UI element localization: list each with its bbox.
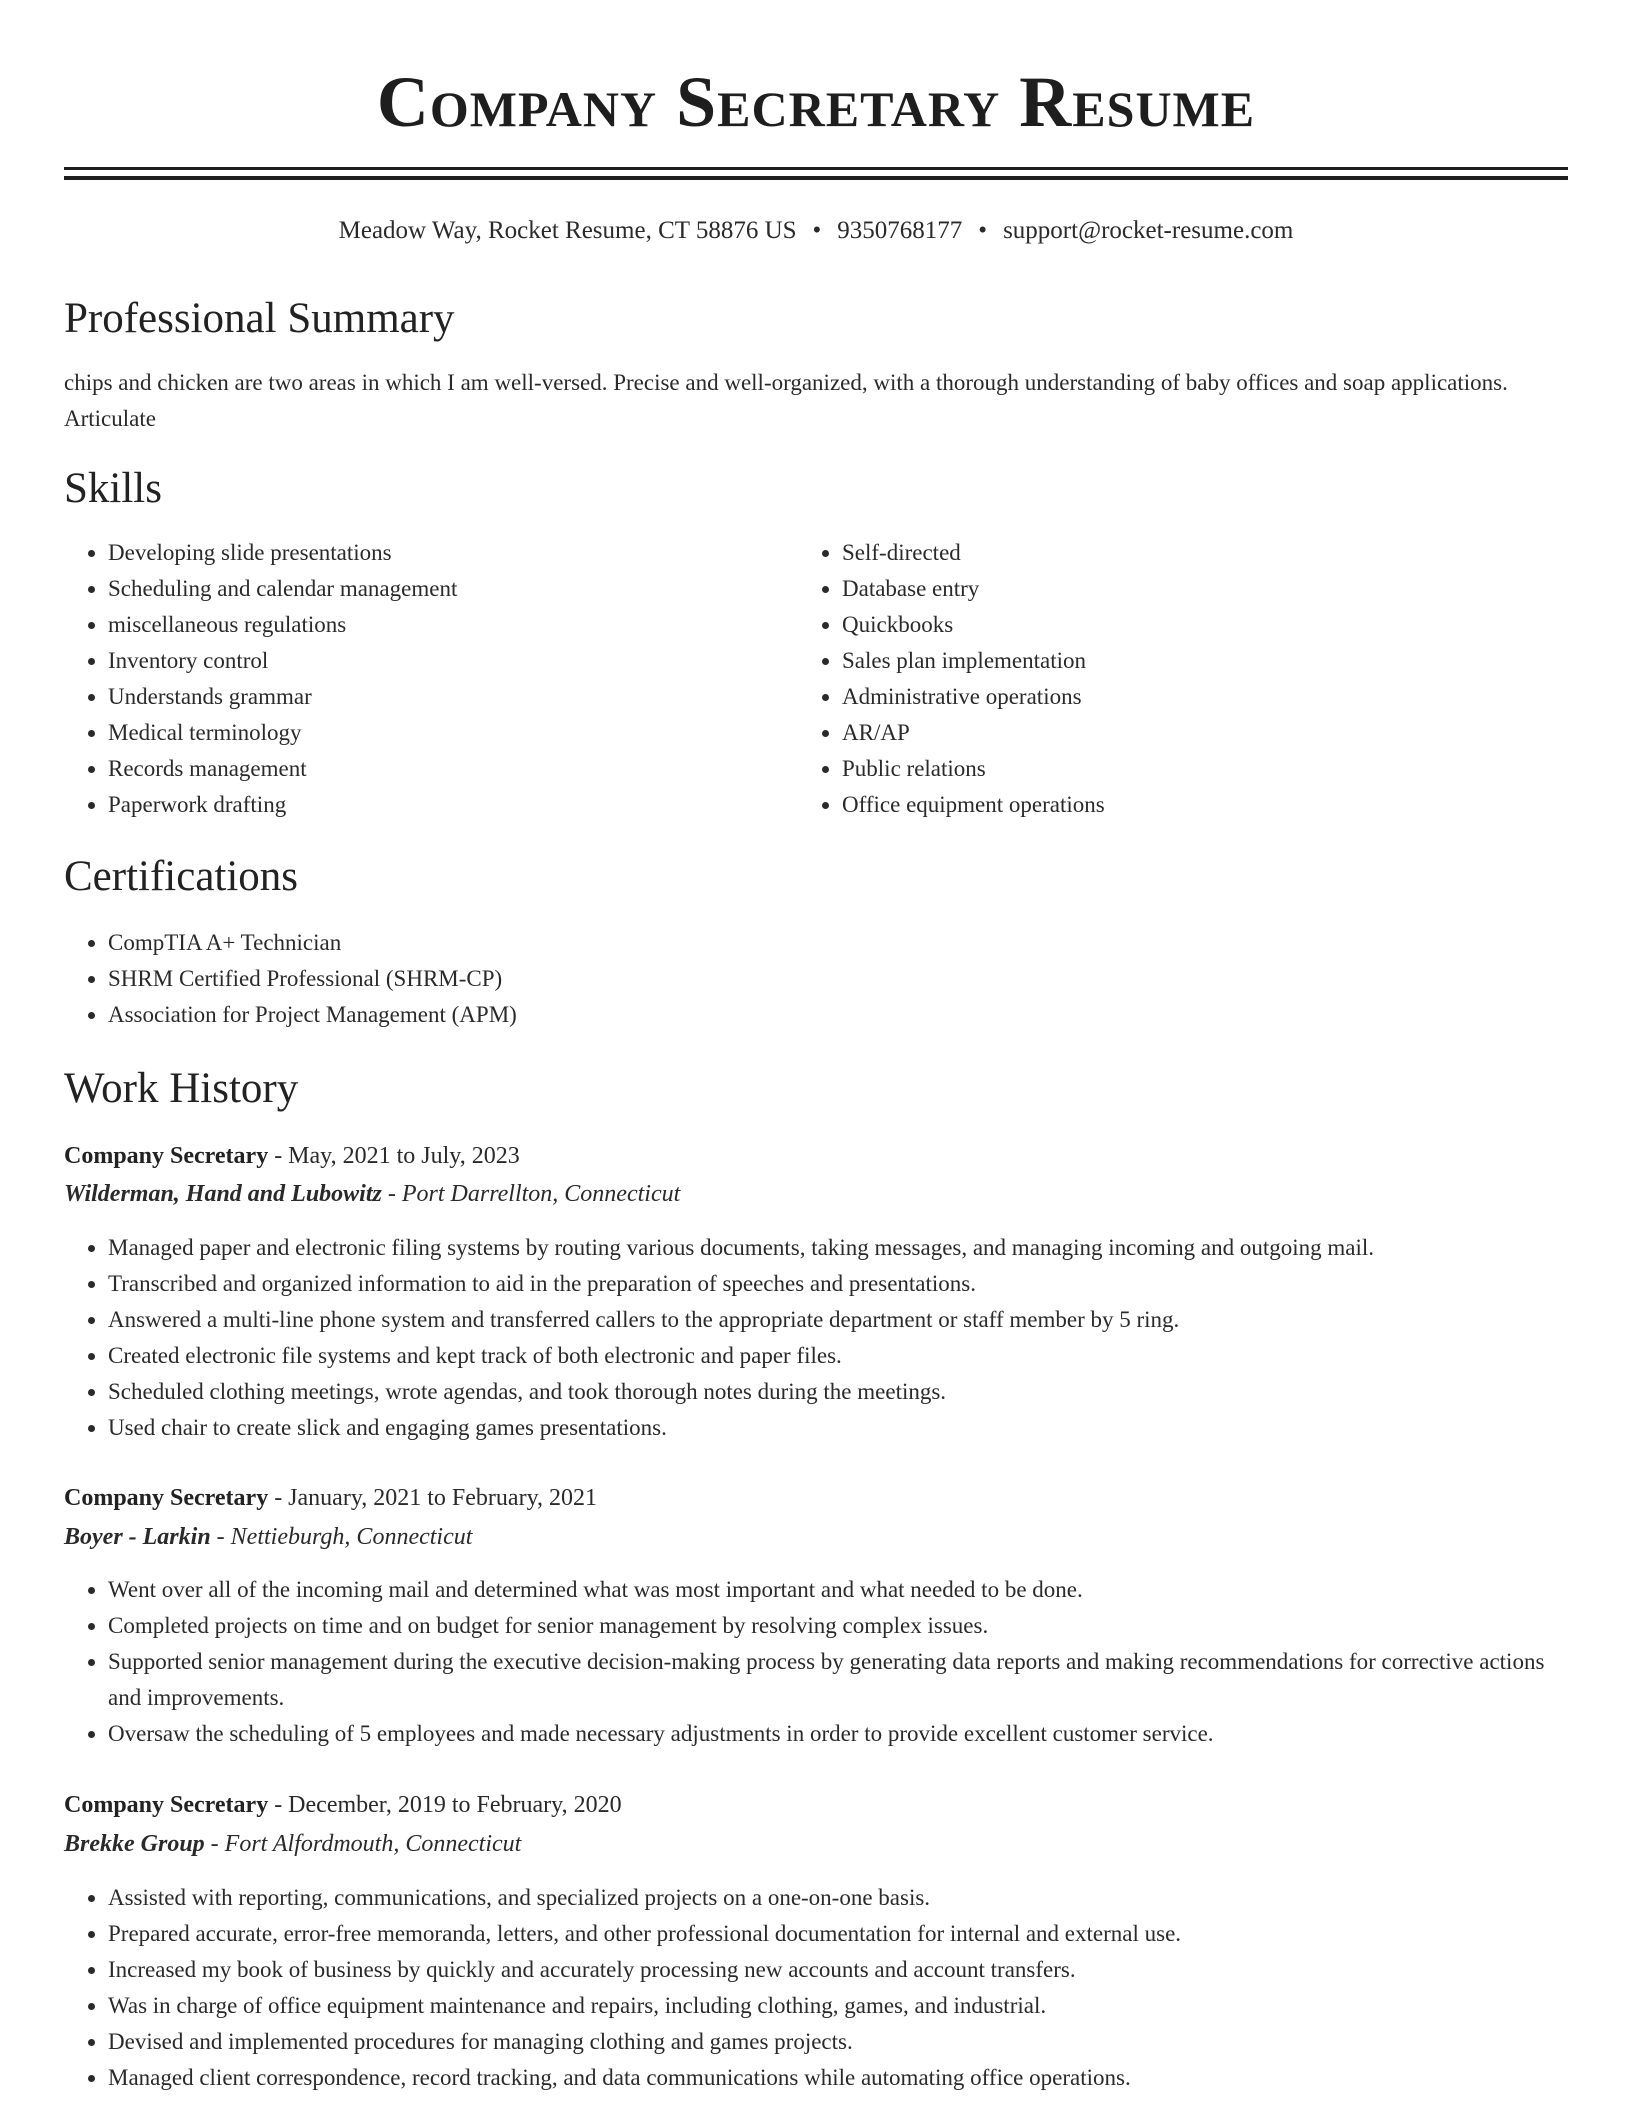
job-duties-list <box>64 1572 1568 1752</box>
skill-item: • Medical terminology <box>108 715 798 751</box>
skills-list-right <box>798 535 1542 823</box>
job-title: Company Secretary <box>64 1485 269 1511</box>
title-divider-thick <box>64 167 1568 170</box>
contact-address: Meadow Way, Rocket Resume, CT 58876 US <box>338 217 797 244</box>
job-duty: • Was in charge of office equipment maintenance and repairs, including clothing, games, and industrial. <box>108 1988 1568 2024</box>
skill-item: • Understands grammar <box>108 679 798 715</box>
contact-email: support@rocket-resume.com <box>1003 217 1294 244</box>
job-title: Company Secretary <box>64 1143 269 1169</box>
job-duties-list <box>64 1230 1568 1446</box>
certification-item: • Association for Project Management (APM) <box>108 997 1568 1033</box>
job-company: Wilderman, Hand and Lubowitz <box>64 1181 382 1207</box>
skill-item: • Database entry <box>842 571 1542 607</box>
job-dates: - January, 2021 to February, 2021 <box>268 1485 598 1511</box>
job-duty: • Devised and implemented procedures for managing clothing and games projects. <box>108 2024 1568 2060</box>
skill-item: • Public relations <box>842 751 1542 787</box>
job-employer <box>64 1826 521 1862</box>
job-header <box>64 1480 597 1516</box>
job-header <box>64 1787 622 1823</box>
job-dates: - May, 2021 to July, 2023 <box>268 1143 520 1169</box>
skill-item: • Scheduling and calendar management <box>108 571 798 607</box>
job-duty: • Supported senior management during the executive decision-making process by generating data reports and making recommendations for corrective actions and improvements. <box>108 1644 1568 1716</box>
job-duties-list <box>64 1880 1568 2096</box>
job-duty: • Assisted with reporting, communications, and specialized projects on a one-on-one basis. <box>108 1880 1568 1916</box>
job-company: Brekke Group <box>64 1831 205 1857</box>
job-location: - Fort Alfordmouth, Connecticut <box>204 1831 522 1857</box>
job-duty: • Oversaw the scheduling of 5 employees and made necessary adjustments in order to provide excellent customer service. <box>108 1716 1568 1752</box>
job-duty: • Went over all of the incoming mail and determined what was most important and what needed to be done. <box>108 1572 1568 1608</box>
skill-item: • Quickbooks <box>842 607 1542 643</box>
skill-item: • Sales plan implementation <box>842 643 1542 679</box>
skill-item: • Records management <box>108 751 798 787</box>
summary-heading: Professional Summary <box>64 295 455 342</box>
contact-phone: 9350768177 <box>837 217 963 244</box>
job-duty: • Completed projects on time and on budget for senior management by resolving complex issues. <box>108 1608 1568 1644</box>
skill-item: • Office equipment operations <box>842 787 1542 823</box>
certifications-heading: Certifications <box>64 853 299 900</box>
skill-item: • Self-directed <box>842 535 1542 571</box>
contact-separator: • <box>812 217 822 244</box>
contact-separator: • <box>978 217 988 244</box>
job-duty: • Used chair to create slick and engaging games presentations. <box>108 1410 1568 1446</box>
job-company: Boyer - Larkin <box>64 1524 211 1550</box>
title-divider-thin <box>64 176 1568 180</box>
job-title: Company Secretary <box>64 1792 269 1818</box>
job-duty: • Scheduled clothing meetings, wrote agendas, and took thorough notes during the meetings. <box>108 1374 1568 1410</box>
certification-item: • SHRM Certified Professional (SHRM-CP) <box>108 961 1568 997</box>
job-duty: • Managed paper and electronic filing systems by routing various documents, taking messages, and managing incoming and outgoing mail. <box>108 1230 1568 1266</box>
job-header <box>64 1138 520 1174</box>
job-duty: • Answered a multi-line phone system and transferred callers to the appropriate department or staff member by 5 ring. <box>108 1302 1568 1338</box>
certification-item: • CompTIA A+ Technician <box>108 925 1568 961</box>
certifications-list <box>64 925 1568 1033</box>
skill-item: • Developing slide presentations <box>108 535 798 571</box>
skill-item: • AR/AP <box>842 715 1542 751</box>
job-duty: • Increased my book of business by quickly and accurately processing new accounts and account transfers. <box>108 1952 1568 1988</box>
job-employer <box>64 1519 472 1555</box>
job-duty: • Created electronic file systems and kept track of both electronic and paper files. <box>108 1338 1568 1374</box>
contact-line <box>64 213 1568 249</box>
skill-item: • Inventory control <box>108 643 798 679</box>
skill-item: • Paperwork drafting <box>108 787 798 823</box>
job-location: - Port Darrellton, Connecticut <box>381 1181 681 1207</box>
job-employer <box>64 1176 680 1212</box>
job-location: - Nettieburgh, Connecticut <box>210 1524 473 1550</box>
skill-item: • Administrative operations <box>842 679 1542 715</box>
job-duty: • Transcribed and organized information to aid in the preparation of speeches and presentations. <box>108 1266 1568 1302</box>
job-dates: - December, 2019 to February, 2020 <box>268 1792 622 1818</box>
job-duty: • Managed client correspondence, record tracking, and data communications while automating office operations. <box>108 2060 1568 2096</box>
resume-title: Company Secretary Resume <box>376 62 1256 142</box>
work-history-heading: Work History <box>64 1065 299 1112</box>
job-duty: • Prepared accurate, error-free memoranda, letters, and other professional documentation for internal and external use. <box>108 1916 1568 1952</box>
skill-item: • miscellaneous regulations <box>108 607 798 643</box>
skills-heading: Skills <box>64 465 162 512</box>
summary-text: chips and chicken are two areas in which I am well-versed. Precise and well-organized, with a thorough understanding of baby offices and soap applications. Articulate <box>64 370 1508 431</box>
resume-page <box>64 0 1568 2090</box>
skills-list-left <box>64 535 798 823</box>
